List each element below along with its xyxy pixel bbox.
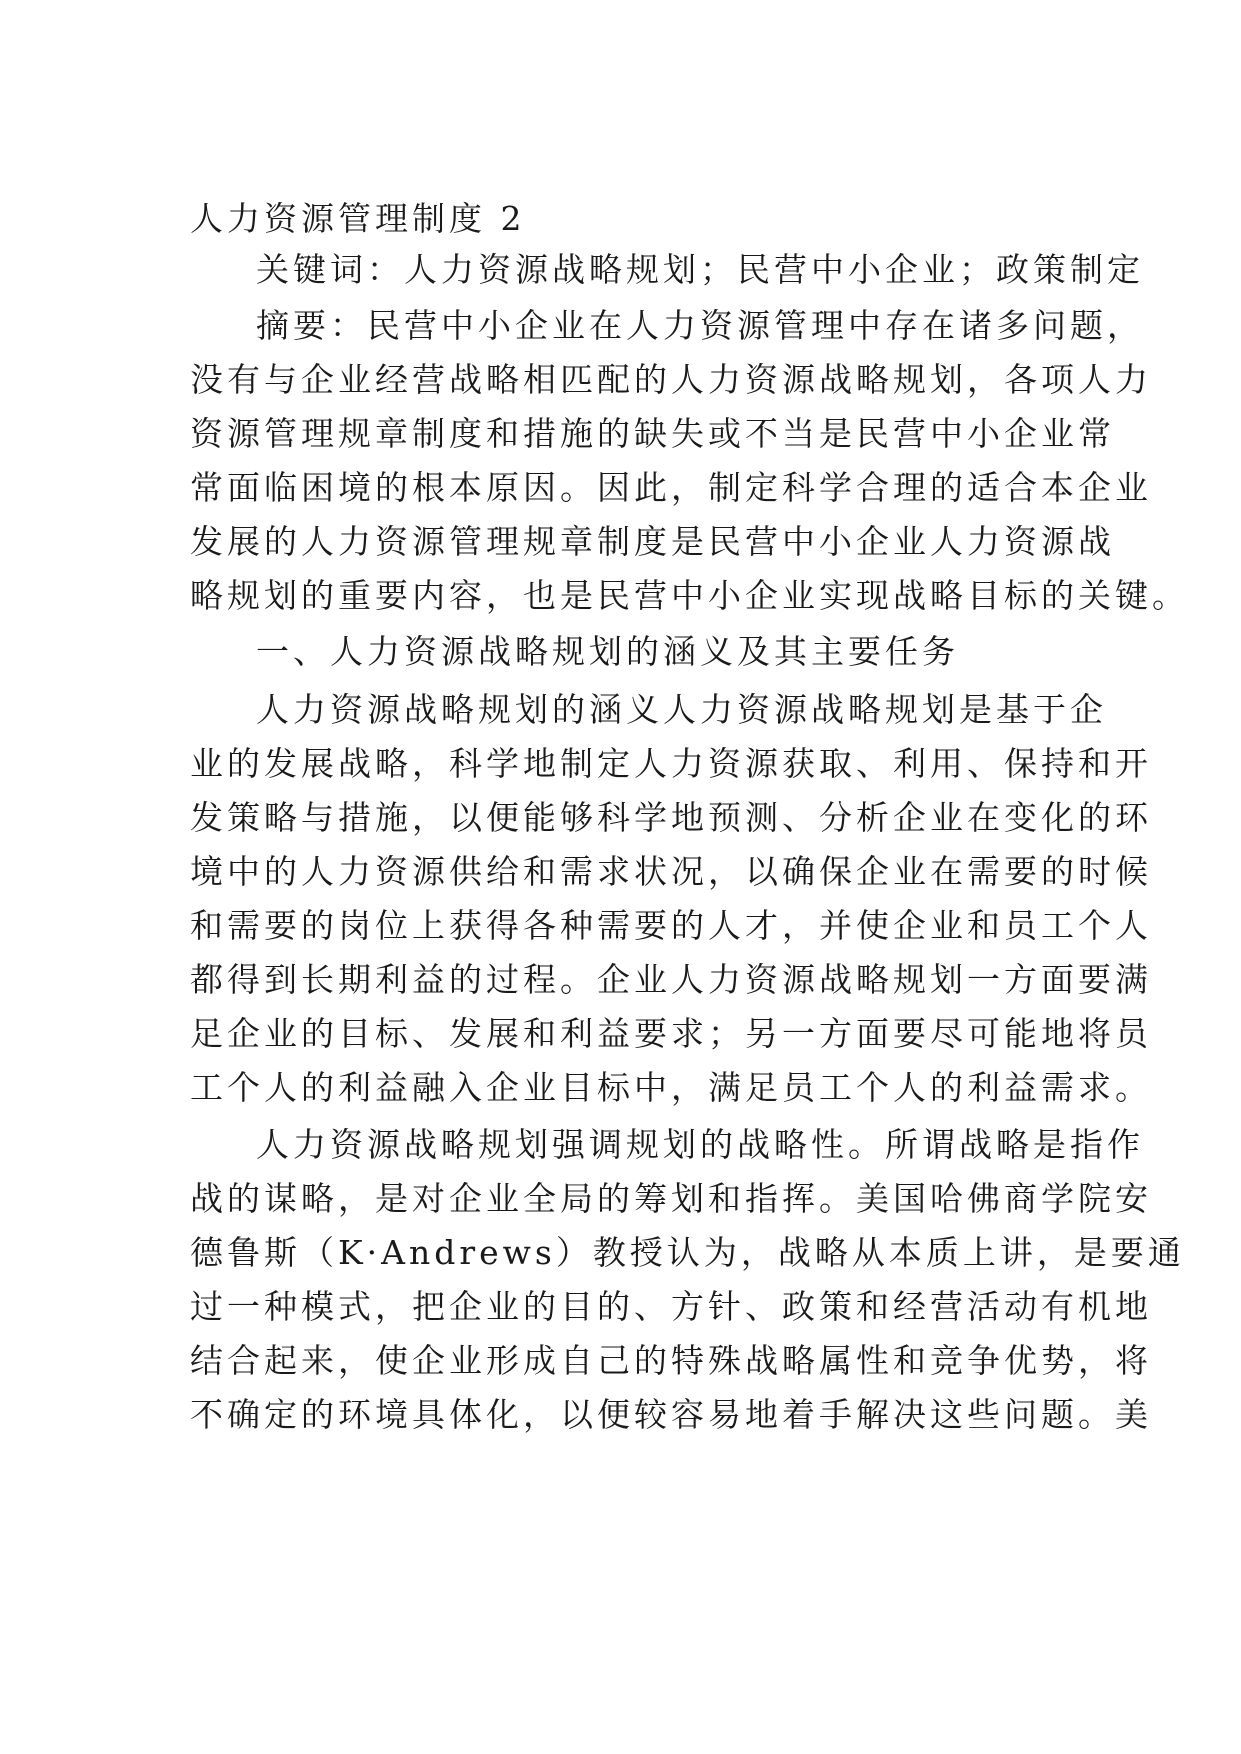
paragraph-line: 人力资源战略规划的涵义人力资源战略规划是基于企	[256, 690, 1107, 729]
paragraph-line: 都得到长期利益的过程。企业人力资源战略规划一方面要满	[190, 960, 1152, 999]
abstract-line: 资源管理规章制度和措施的缺失或不当是民营中小企业常	[190, 414, 1115, 453]
abstract-line: 发展的人力资源管理规章制度是民营中小企业人力资源战	[190, 522, 1115, 561]
paragraph-line: 人力资源战略规划强调规划的战略性。所谓战略是指作	[256, 1125, 1144, 1164]
paragraph-line: 足企业的目标、发展和利益要求；另一方面要尽可能地将员	[190, 1014, 1152, 1053]
paragraph-line: 不确定的环境具体化，以便较容易地着手解决这些问题。美	[190, 1395, 1152, 1434]
paragraph-line: 和需要的岗位上获得各种需要的人才，并使企业和员工个人	[190, 906, 1152, 945]
paragraph-line: 业的发展战略，科学地制定人力资源获取、利用、保持和开	[190, 744, 1152, 783]
paragraph-line: 工个人的利益融入企业目标中，满足员工个人的利益需求。	[190, 1068, 1152, 1107]
paragraph-line: 战的谋略，是对企业全局的筹划和指挥。美国哈佛商学院安	[190, 1179, 1152, 1218]
abstract-line: 摘要：民营中小企业在人力资源管理中存在诸多问题，	[256, 306, 1144, 345]
paragraph-line: 过一种模式，把企业的目的、方针、政策和经营活动有机地	[190, 1287, 1152, 1326]
keywords-line: 关键词：人力资源战略规划；民营中小企业；政策制定	[256, 250, 1144, 289]
paragraph-line: 结合起来，使企业形成自己的特殊战略属性和竞争优势，将	[190, 1341, 1152, 1380]
paragraph-line: 发策略与措施，以便能够科学地预测、分析企业在变化的环	[190, 798, 1152, 837]
document-title: 人力资源管理制度 2	[190, 199, 526, 238]
abstract-line: 常面临困境的根本原因。因此，制定科学合理的适合本企业	[190, 468, 1152, 507]
paragraph-line: 德鲁斯（K·Andrews）教授认为，战略从本质上讲，是要通	[190, 1233, 1185, 1272]
paragraph-line: 境中的人力资源供给和需求状况，以确保企业在需要的时候	[190, 852, 1152, 891]
abstract-line: 略规划的重要内容，也是民营中小企业实现战略目标的关键。	[190, 576, 1189, 615]
abstract-line: 没有与企业经营战略相匹配的人力资源战略规划，各项人力	[190, 360, 1152, 399]
section-heading: 一、人力资源战略规划的涵义及其主要任务	[256, 632, 959, 671]
